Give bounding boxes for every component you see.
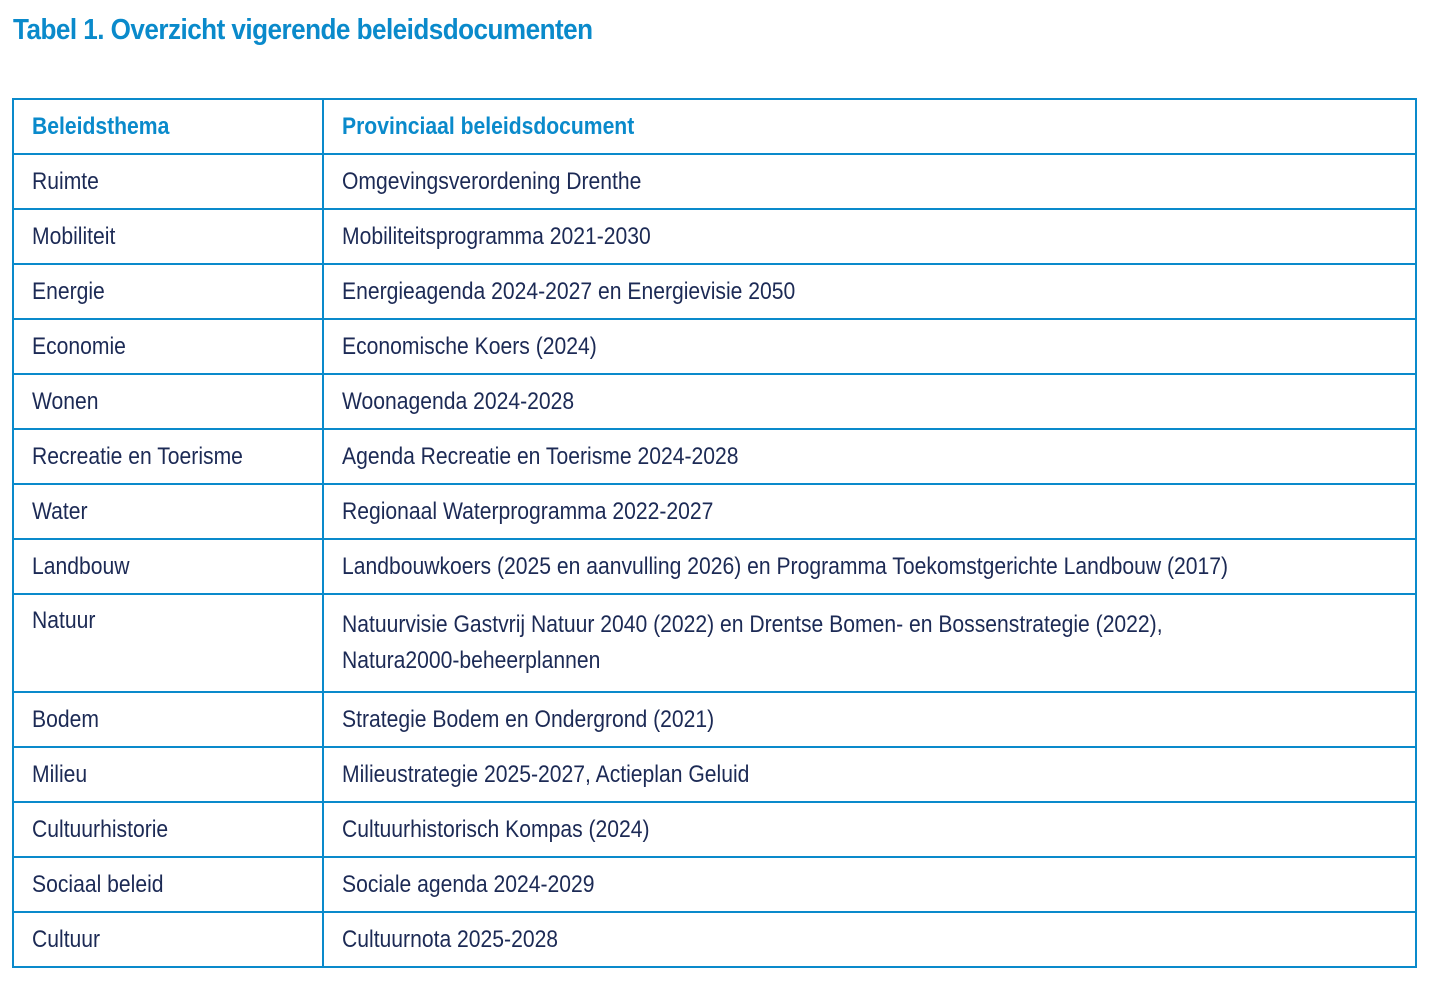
header-beleidsthema bbox=[13, 99, 323, 154]
table-row bbox=[13, 154, 1416, 209]
table-row bbox=[13, 539, 1416, 594]
policy-documents-table bbox=[12, 98, 1417, 968]
document-label: Mobiliteitsprogramma 2021-2030 bbox=[342, 222, 651, 250]
document-label: Cultuurhistorisch Kompas (2024) bbox=[342, 815, 650, 843]
document-label: Energieagenda 2024-2027 en Energievisie 2050 bbox=[342, 277, 796, 305]
theme-cell bbox=[13, 264, 323, 319]
table-row bbox=[13, 209, 1416, 264]
theme-cell bbox=[13, 484, 323, 539]
document-cell bbox=[323, 429, 1416, 484]
theme-label: Water bbox=[32, 497, 88, 525]
header-beleidsdocument bbox=[323, 99, 1416, 154]
document-label: Economische Koers (2024) bbox=[342, 332, 597, 360]
table-row bbox=[13, 692, 1416, 747]
document-label: Milieustrategie 2025-2027, Actieplan Geluid bbox=[342, 760, 750, 788]
theme-label: Mobiliteit bbox=[32, 222, 116, 250]
theme-label: Wonen bbox=[32, 387, 99, 415]
document-label: Strategie Bodem en Ondergrond (2021) bbox=[342, 705, 715, 733]
document-label: Landbouwkoers (2025 en aanvulling 2026) en Programma Toekomstgerichte Landbouw (2017) bbox=[342, 552, 1229, 580]
document-label: Agenda Recreatie en Toerisme 2024-2028 bbox=[342, 442, 739, 470]
document-cell bbox=[323, 154, 1416, 209]
theme-cell bbox=[13, 594, 323, 692]
document-cell bbox=[323, 319, 1416, 374]
document-cell bbox=[323, 802, 1416, 857]
theme-cell bbox=[13, 429, 323, 484]
document-cell bbox=[323, 484, 1416, 539]
document-label: Cultuurnota 2025-2028 bbox=[342, 925, 559, 953]
document-cell bbox=[323, 264, 1416, 319]
table-row bbox=[13, 802, 1416, 857]
document-cell bbox=[323, 209, 1416, 264]
theme-label: Milieu bbox=[32, 760, 88, 788]
theme-cell bbox=[13, 747, 323, 802]
table-title: Tabel 1. Overzicht vigerende beleidsdocumenten bbox=[13, 14, 593, 46]
header-label: Provinciaal beleidsdocument bbox=[342, 112, 635, 140]
table-row bbox=[13, 747, 1416, 802]
theme-cell bbox=[13, 539, 323, 594]
document-label: Sociale agenda 2024-2029 bbox=[342, 870, 595, 898]
document-cell bbox=[323, 692, 1416, 747]
document-label-line1: Natuurvisie Gastvrij Natuur 2040 (2022) en Drentse Bomen- en Bossenstrategie (2022), bbox=[342, 611, 1163, 638]
theme-cell bbox=[13, 802, 323, 857]
theme-label: Economie bbox=[32, 332, 126, 360]
document-cell bbox=[323, 857, 1416, 912]
theme-label: Cultuurhistorie bbox=[32, 815, 169, 843]
theme-cell bbox=[13, 912, 323, 967]
theme-cell bbox=[13, 857, 323, 912]
document-cell bbox=[323, 594, 1416, 692]
table-row bbox=[13, 374, 1416, 429]
document-label: Regionaal Waterprogramma 2022-2027 bbox=[342, 497, 714, 525]
header-label: Beleidsthema bbox=[32, 112, 170, 140]
table-row bbox=[13, 264, 1416, 319]
table-row bbox=[13, 484, 1416, 539]
document-cell bbox=[323, 747, 1416, 802]
theme-label: Ruimte bbox=[32, 167, 99, 195]
theme-cell bbox=[13, 209, 323, 264]
theme-label: Bodem bbox=[32, 705, 99, 733]
theme-label: Sociaal beleid bbox=[32, 870, 164, 898]
document-label: Omgevingsverordening Drenthe bbox=[342, 167, 642, 195]
theme-label: Cultuur bbox=[32, 925, 101, 953]
theme-label: Landbouw bbox=[32, 552, 130, 580]
document-label-line2: Natura2000-beheerplannen bbox=[342, 647, 601, 674]
theme-cell bbox=[13, 374, 323, 429]
table-row bbox=[13, 857, 1416, 912]
table-row bbox=[13, 594, 1416, 692]
document-cell bbox=[323, 912, 1416, 967]
theme-label: Energie bbox=[32, 277, 105, 305]
table-row bbox=[13, 912, 1416, 967]
theme-cell bbox=[13, 154, 323, 209]
document-label: Woonagenda 2024-2028 bbox=[342, 387, 575, 415]
theme-label: Recreatie en Toerisme bbox=[32, 442, 243, 470]
table-row bbox=[13, 319, 1416, 374]
table-header-row bbox=[13, 99, 1416, 154]
theme-cell bbox=[13, 319, 323, 374]
theme-cell bbox=[13, 692, 323, 747]
theme-label: Natuur bbox=[32, 607, 96, 634]
document-cell bbox=[323, 539, 1416, 594]
document-cell bbox=[323, 374, 1416, 429]
table-row bbox=[13, 429, 1416, 484]
